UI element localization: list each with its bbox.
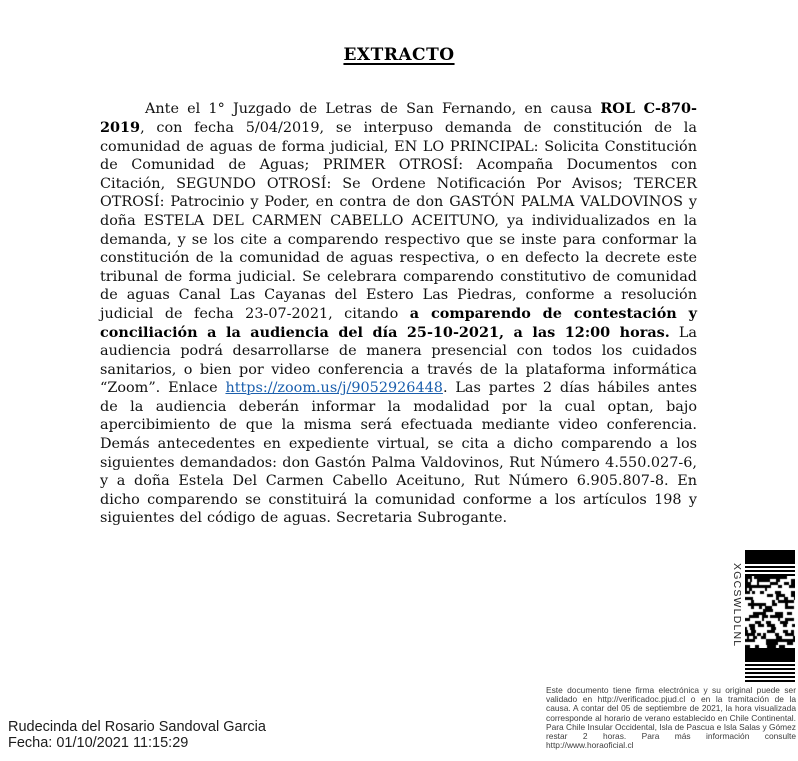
signer-name: Rudecinda del Rosario Sandoval Garcia [8, 719, 266, 735]
barcode-2d-region [745, 576, 795, 648]
signature-date: Fecha: 01/10/2021 11:15:29 [8, 734, 189, 751]
extract-paragraph [100, 100, 697, 528]
zoom-meeting-link[interactable]: https://zoom.us/j/9052926448 [225, 380, 443, 397]
barcode-stripes-bottom [745, 660, 795, 682]
electronic-signature-disclaimer: Este documento tiene firma electrónica y su original puede ser validado en http://verificadoc.pjud.cl o en la tramitación de la causa. A contar del 05 de septiembre de 2021, la hora visualizada corresponde al horario de verano establecido en Chile Continental. Para Chile Insular Occidental, Isla de Pascua e Isla Salas y Gómez restar 2 horas. Para más información consulte http://www.horaoficial.cl [546, 685, 796, 751]
barcode-solid-band-top [745, 550, 795, 562]
bold-text-run: ROL C-870-2019 [100, 100, 698, 136]
page-title: EXTRACTO [343, 45, 455, 65]
bold-text-run: a comparendo de contestación y conciliación a la audiencia del día 25-10-2021, a las 12:00 horas. [100, 304, 698, 341]
pdf417-barcode-icon [745, 550, 795, 682]
barcode-solid-band-bottom [745, 648, 795, 660]
signature-footer [8, 720, 266, 751]
text-run: La audiencia podrá desarrollarse de manera presencial con todos los cuidados sanitarios, o bien por video conferencia a través de la plataforma informática “Zoom”. Enlace [100, 324, 697, 397]
verification-code-vertical-text: XGCSWLDLNL [731, 563, 743, 648]
text-run: Ante el 1° Juzgado de Letras de San Fernando, en causa [145, 101, 601, 118]
signature-stamp-block [731, 550, 795, 682]
text-run: , con fecha 5/04/2019, se interpuso demanda de constitución de la comunidad de aguas de forma judicial, EN LO PRINCIPAL: Solicita Constitución de Comunidad de Aguas; PRIMER OTROSÍ: Acompaña Documentos con Citación, SEGUNDO OTROSÍ: Se Ordene Notificación Por Avisos; TERCER OTROSÍ: Patrocinio y Poder, en contra de don GASTÓN PALMA VALDOVINOS y doña ESTELA DEL CARMEN CABELLO ACEITUNO, ya individualizados en la demanda, y se los cite a comparendo respectivo que se inste para conformar la constitución de la comunidad de aguas respectiva, o en defecto la decrete este tribunal de forma judicial. Se celebrara comparendo constitutivo de comunidad de aguas Canal Las Cayanas del Estero Las Piedras, conforme a resolución judicial de fecha 23-07-2021, citando [100, 119, 697, 322]
barcode-stripes-top [745, 562, 795, 576]
text-run: . Las partes 2 días hábiles antes de la audiencia deberán informar la modalidad por la cual optan, bajo apercibimiento de que la misma será efectuada mediante video conferencia. Demás antecedentes en expediente virtual, se cita a dicho comparendo a los siguientes demandados: don Gastón Palma Valdovinos, Rut Número 4.550.027-6, y a doña Estela Del Carmen Cabello Aceituno, Rut Número 6.905.807-8. En dicho comparendo se constituirá la comunidad conforme a los artículos 198 y siguientes del código de aguas. Secretaria Subrogante. [100, 380, 697, 527]
